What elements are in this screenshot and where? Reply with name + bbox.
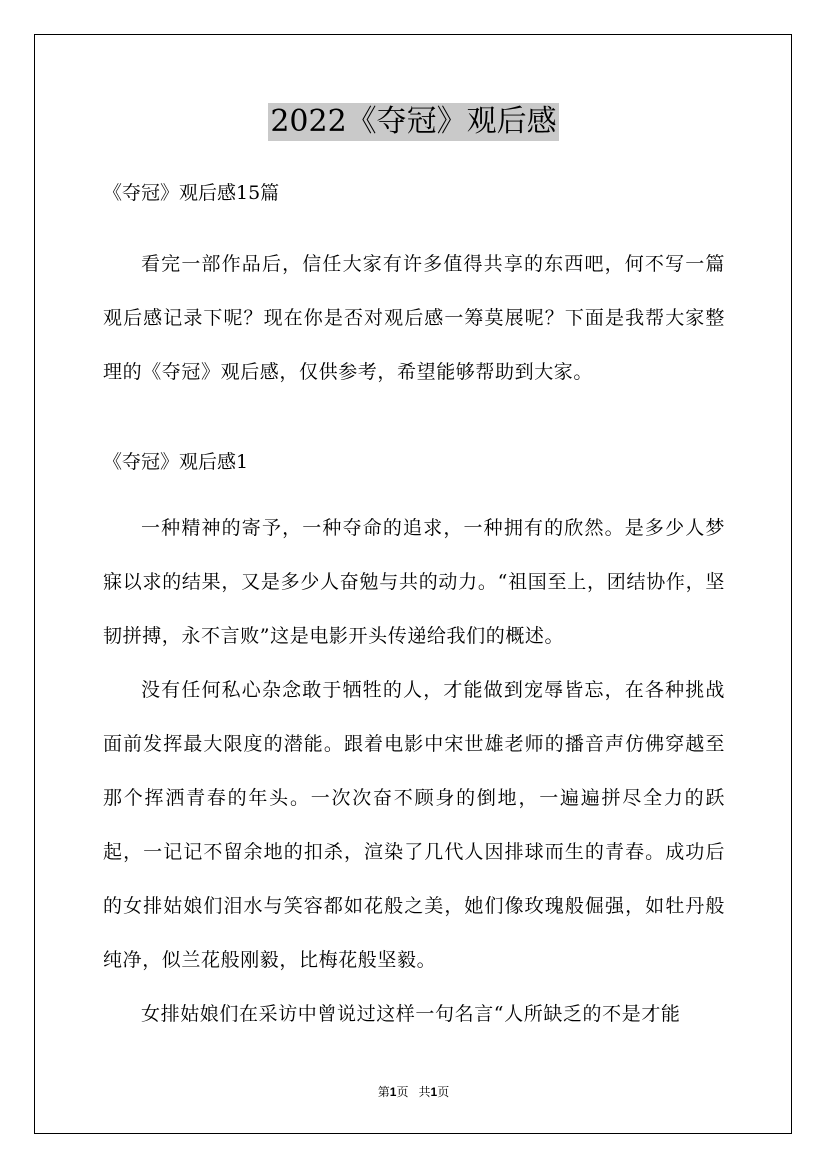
- body-paragraph: 没有任何私心杂念敢于牺牲的人，才能做到宠辱皆忘，在各种挑战面前发挥最大限度的潜能。跟着电影中宋世雄老师的播音声仿佛穿越至那个挥洒青春的年头。一次次奋不顾身的倒地，一遍遍拼尽全力的跃起，一记记不留余地的扣杀，渲染了几代人因排球而生的青春。成功后的女排姑娘们泪水与笑容都如花般之美，她们像玫瑰般倔强，如牡丹般纯净，似兰花般刚毅，比梅花般坚毅。: [103, 679, 725, 971]
- title-area: [0, 103, 827, 141]
- total-suffix: 页: [437, 1085, 450, 1099]
- page-prefix: 第: [377, 1085, 390, 1099]
- body-paragraph: 一种精神的寄予，一种夺命的追求，一种拥有的欣然。是多少人梦寐以求的结果，又是多少人奋勉与共的动力。“祖国至上，团结协作，坚韧拼搏，永不言败”这是电影开头传递给我们的概述。: [103, 517, 725, 647]
- page-suffix: 页: [396, 1085, 409, 1099]
- body-paragraph: 女排姑娘们在采访中曾说过这样一句名言“人所缺乏的不是才能: [141, 1003, 681, 1025]
- document-body: [103, 176, 725, 1041]
- spacer: [103, 399, 725, 445]
- page-number: 1: [389, 1085, 397, 1099]
- total-number: 1: [430, 1085, 438, 1099]
- spacer: [103, 479, 725, 501]
- intro-paragraph: 看完一部作品后，信任大家有许多值得共享的东西吧，何不写一篇观后感记录下呢？现在你是否对观后感一筹莫展呢？下面是我帮大家整理的《夺冠》观后感，仅供参考，希望能够帮助到大家。: [103, 253, 725, 383]
- spacer: [103, 210, 725, 237]
- section-heading: 《夺冠》观后感1: [103, 451, 249, 473]
- document-title: 2022《夺冠》观后感: [270, 104, 557, 139]
- page-footer: [0, 1084, 827, 1100]
- subtitle: 《夺冠》观后感15篇: [103, 182, 280, 204]
- total-prefix: 共: [418, 1085, 431, 1099]
